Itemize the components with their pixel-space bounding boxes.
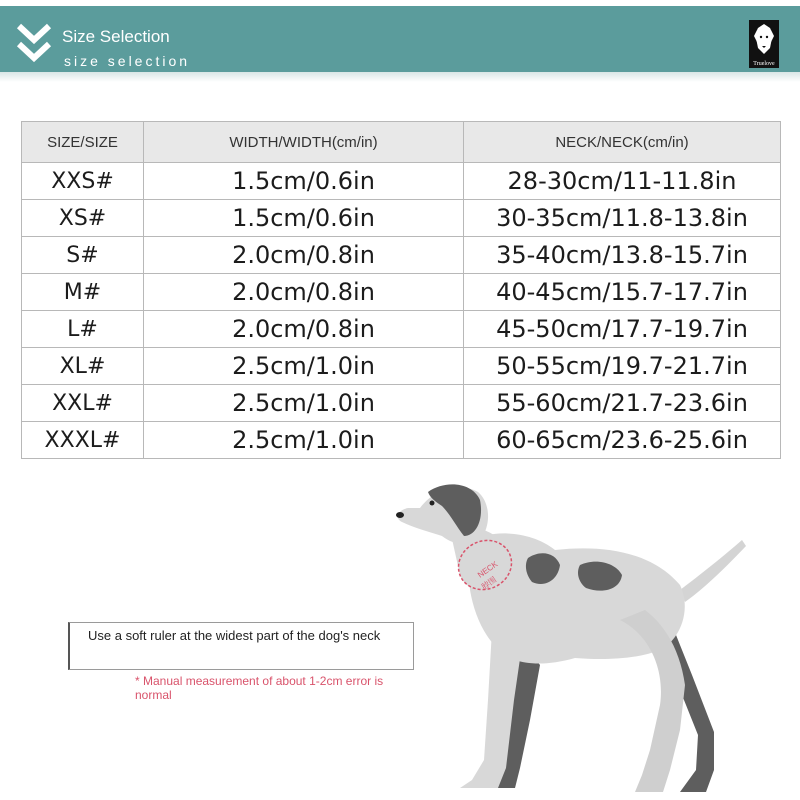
dog-illustration <box>380 470 760 800</box>
table-row <box>22 163 781 200</box>
table-row <box>22 200 781 237</box>
table-row <box>22 311 781 348</box>
size-cell: XXL# <box>22 385 144 422</box>
width-cell: 2.5cm/1.0in <box>144 385 464 422</box>
chevron-down-icon <box>16 20 52 68</box>
neck-label: NECK <box>475 559 500 580</box>
width-cell: 2.5cm/1.0in <box>144 348 464 385</box>
header-banner <box>0 6 800 72</box>
measurement-note: Use a soft ruler at the widest part of the dog's neck <box>88 628 381 643</box>
column-header-neck: NECK/NECK(cm/in) <box>464 122 781 163</box>
table-row <box>22 274 781 311</box>
banner-subtitle: size selection <box>64 53 191 69</box>
width-cell: 2.0cm/0.8in <box>144 274 464 311</box>
banner-title: Size Selection <box>62 27 170 46</box>
neck-label-cn: 脖围 <box>479 575 499 592</box>
column-header-width: WIDTH/WIDTH(cm/in) <box>144 122 464 163</box>
size-cell: XL# <box>22 348 144 385</box>
size-cell: XS# <box>22 200 144 237</box>
table-header-row <box>22 122 781 163</box>
neck-cell: 45-50cm/17.7-19.7in <box>464 311 781 348</box>
measurement-note-box <box>68 622 414 670</box>
width-cell: 2.5cm/1.0in <box>144 422 464 459</box>
table-row <box>22 237 781 274</box>
size-chart-table <box>21 121 781 459</box>
size-cell: XXS# <box>22 163 144 200</box>
dog-head-icon <box>749 20 779 60</box>
measurement-warning: * Manual measurement of about 1-2cm error is normal <box>135 674 384 702</box>
brand-logo-text: Truelove <box>753 61 775 67</box>
width-cell: 2.0cm/0.8in <box>144 311 464 348</box>
neck-cell: 60-65cm/23.6-25.6in <box>464 422 781 459</box>
column-header-size: SIZE/SIZE <box>22 122 144 163</box>
size-cell: L# <box>22 311 144 348</box>
table-row <box>22 422 781 459</box>
banner-shadow <box>0 72 800 82</box>
width-cell: 1.5cm/0.6in <box>144 200 464 237</box>
width-cell: 2.0cm/0.8in <box>144 237 464 274</box>
neck-cell: 30-35cm/11.8-13.8in <box>464 200 781 237</box>
width-cell: 1.5cm/0.6in <box>144 163 464 200</box>
size-cell: S# <box>22 237 144 274</box>
size-cell: M# <box>22 274 144 311</box>
neck-cell: 35-40cm/13.8-15.7in <box>464 237 781 274</box>
brand-logo <box>749 20 779 68</box>
table-row <box>22 385 781 422</box>
size-cell: XXXL# <box>22 422 144 459</box>
neck-cell: 50-55cm/19.7-21.7in <box>464 348 781 385</box>
table-row <box>22 348 781 385</box>
neck-cell: 28-30cm/11-11.8in <box>464 163 781 200</box>
neck-cell: 40-45cm/15.7-17.7in <box>464 274 781 311</box>
neck-cell: 55-60cm/21.7-23.6in <box>464 385 781 422</box>
